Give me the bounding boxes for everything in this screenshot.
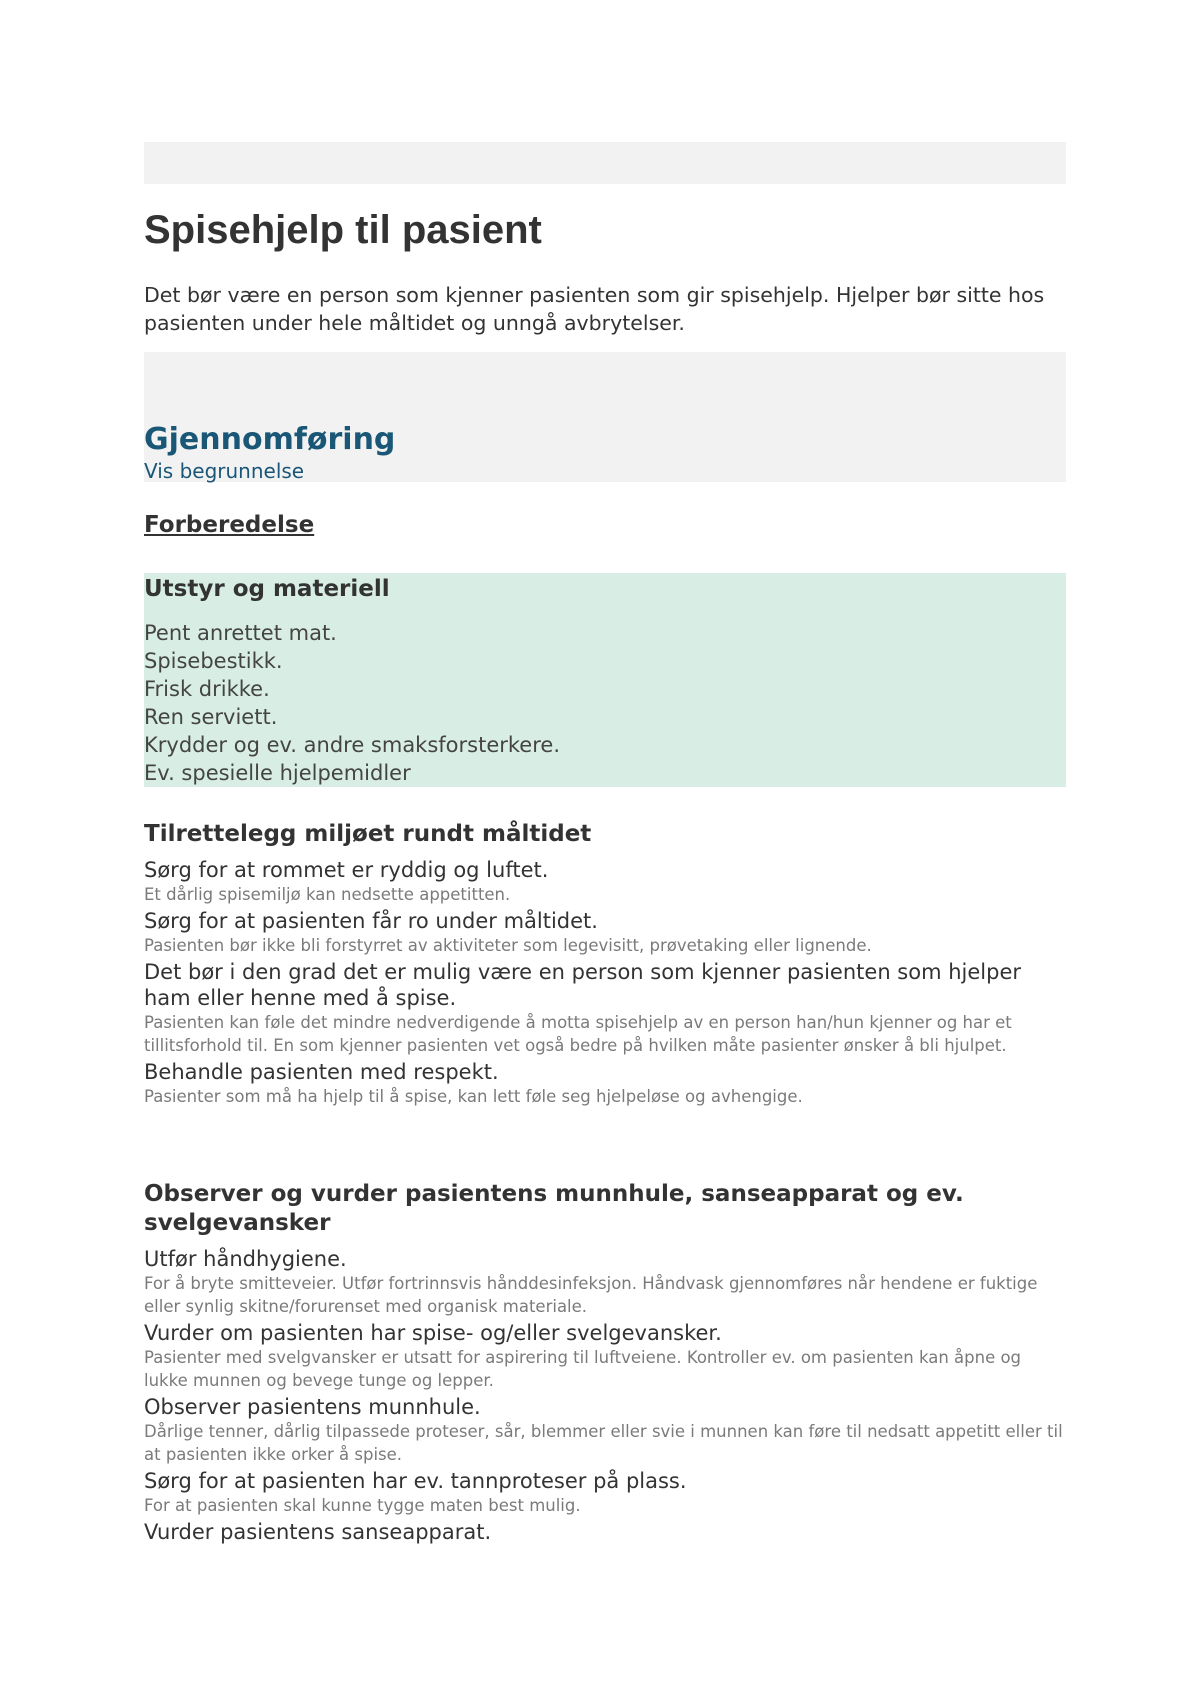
step-item: [144, 1519, 1066, 1545]
observe-title: Observer og vurder pasientens munnhule, sanseapparat og ev. svelgevansker: [144, 1181, 964, 1236]
step-text: Observer pasientens munnhule.: [144, 1395, 481, 1419]
step-rationale: Pasienter som må ha hjelp til å spise, kan lett føle seg hjelpeløse og avhengige.: [144, 1087, 803, 1106]
step-item: [144, 857, 1066, 906]
step-text: Vurder om pasienten har spise- og/eller svelgevansker.: [144, 1321, 722, 1345]
step-rationale: Pasienten kan føle det mindre nedverdigende å motta spisehjelp av en person han/hun kjenner og har et tillitsforhold til. En som kjenner pasienten vet også bedre på hvilken måte pasienter ønsker å bli hjulpet.: [144, 1013, 1012, 1055]
step-text: Det bør i den grad det er mulig være en person som kjenner pasienten som hjelper ham eller henne med å spise.: [144, 960, 1022, 1010]
step-item: [144, 1394, 1066, 1466]
step-item: [144, 1320, 1066, 1392]
step-item: [144, 1246, 1066, 1318]
step-text: Sørg for at pasienten har ev. tannproteser på plass.: [144, 1469, 687, 1493]
step-rationale: Pasienten bør ikke bli forstyrret av aktiviteter som legevisitt, prøvetaking eller lignende.: [144, 936, 872, 955]
environment-title: Tilrettelegg miljøet rundt måltidet: [144, 821, 592, 847]
header-bar: [144, 142, 1066, 184]
step-rationale: Pasienter med svelgvansker er utsatt for aspirering til luftveiene. Kontroller ev. om pasienten kan åpne og lukke munnen og bevege tunge og lepper.: [144, 1348, 1022, 1390]
step-rationale: For å bryte smitteveier. Utfør fortrinnsvis hånddesinfeksjon. Håndvask gjennomføres når hendene er fuktige eller synlig skitne/forurenset med organisk materiale.: [144, 1274, 1038, 1316]
step-item: [144, 959, 1066, 1057]
show-rationale-link[interactable]: Vis begrunnelse: [144, 459, 305, 483]
observe-section: [144, 1180, 1066, 1545]
step-text: Behandle pasienten med respekt.: [144, 1060, 499, 1084]
list-item: Frisk drikke.: [144, 677, 270, 701]
environment-section: [144, 820, 1066, 1110]
intro-text: Det bør være en person som kjenner pasienten som gir spisehjelp. Hjelper bør sitte hos pasienten under hele måltidet og unngå avbrytelser.: [144, 283, 1045, 335]
equipment-title: Utstyr og materiell: [144, 576, 390, 602]
section-title: Gjennomføring: [144, 422, 396, 457]
step-text: Vurder pasientens sanseapparat.: [144, 1520, 492, 1544]
list-item: Ev. spesielle hjelpemidler: [144, 761, 411, 785]
step-text: Sørg for at pasienten får ro under måltidet.: [144, 909, 598, 933]
step-rationale: For at pasienten skal kunne tygge maten best mulig.: [144, 1496, 581, 1515]
list-item: Krydder og ev. andre smaksforsterkere.: [144, 733, 560, 757]
page-title: Spisehjelp til pasient: [144, 208, 542, 252]
step-text: Utfør håndhygiene.: [144, 1247, 347, 1271]
step-item: [144, 1468, 1066, 1517]
list-item: Pent anrettet mat.: [144, 621, 337, 645]
step-text: Sørg for at rommet er ryddig og luftet.: [144, 858, 549, 882]
list-item: Ren serviett.: [144, 705, 278, 729]
preparation-heading: Forberedelse: [144, 512, 315, 538]
step-rationale: Dårlige tenner, dårlig tilpassede proteser, sår, blemmer eller svie i munnen kan føre til nedsatt appetitt eller til at pasienten ikke orker å spise.: [144, 1422, 1063, 1464]
step-item: [144, 1059, 1066, 1108]
list-item: Spisebestikk.: [144, 649, 283, 673]
step-rationale: Et dårlig spisemiljø kan nedsette appetitten.: [144, 885, 511, 904]
step-item: [144, 908, 1066, 957]
equipment-list: [144, 619, 560, 787]
